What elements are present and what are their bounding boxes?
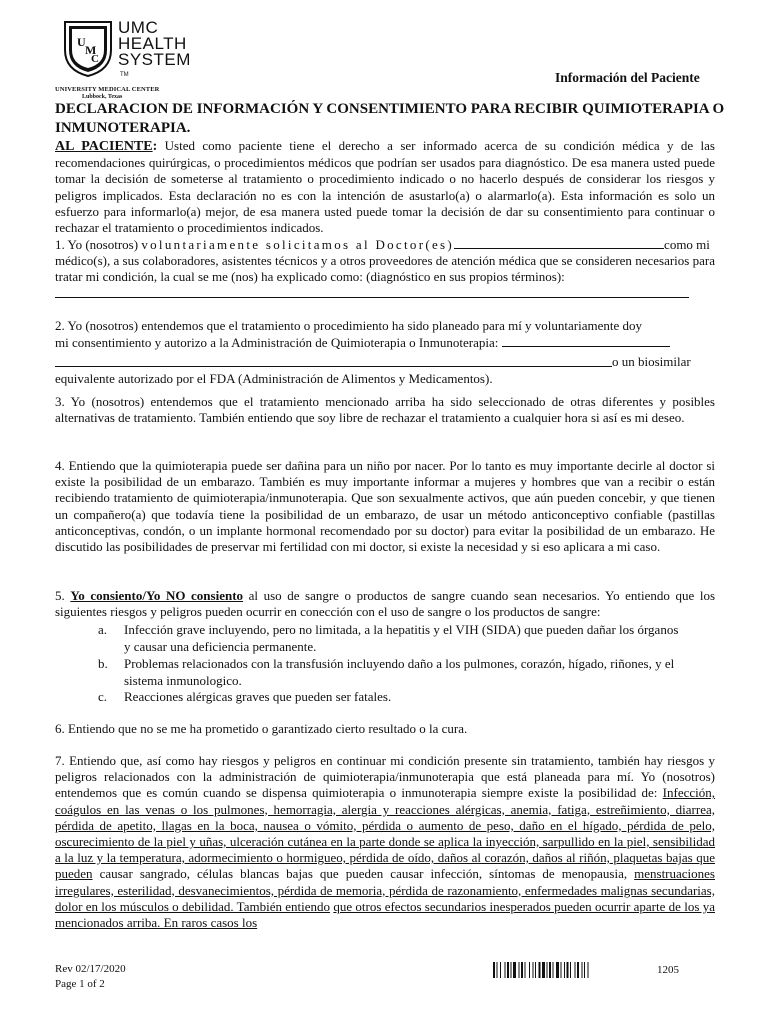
item-5a-text-1: Infección grave incluyendo, pero no limitada, a la hepatitis y el VIH (SIDA) que pueden dañar los órganos (124, 622, 679, 637)
item-5c-label: c. (98, 689, 108, 704)
item-5a-label: a. (98, 622, 108, 637)
trademark: TM (120, 72, 129, 78)
item-1-rest: médico(s), a sus colaboradores, asistentes técnicos y a otros proveedores de atención médica que se consideren necesarios para tratar mi condición, la cual se me (nos) ha explicado como: (diagnóstico en sus propios términos): (55, 253, 715, 285)
item-2-line-1: 2. Yo (nosotros) entendemos que el tratamiento o procedimiento ha sido planeado para mí y voluntariamente doy (55, 318, 643, 333)
item-5b-text-1: Problemas relacionados con la transfusión incluyendo daño a los pulmones, corazón, hígado, riñones, y el (124, 656, 675, 671)
side-effects-list-1: Infección, coágulos en las venas o los pulmones, hemorragia, alergia y reacciones alérgicas, anemia, fatiga, estreñimiento, diarrea, pérdida de apetito, llagas en la boca, nausea o vómito, pérdida o aumento de peso, daño en el hígado, pérdida de pelo, oscurecimiento de la piel y uñas, ulceración cutánea en la parte donde se aplica la inyección, sarpullido en la piel, sensibilidad a la luz y la temperatura, adormecimiento o hormigueo, pérdida de oído, daños al corazón, daños al riñón, plaquetas bajas que pueden (55, 785, 715, 882)
item-6: 6. Entiendo que no se me ha prometido o garantizado cierto resultado o la cura. (55, 721, 468, 736)
item-5b-text-2: sistema inmunologico. (124, 673, 242, 688)
item-2-line-2: mi consentimiento y autorizo a la Administración de Quimioterapia o Inmunoterapia: (55, 335, 499, 351)
doctor-name-field[interactable] (454, 236, 664, 249)
item-7: 7. Entiendo que, así como hay riesgos y peligros en continuar mi condición presente sin tratamiento, también hay riesgos y peligros relacionados con la administración de quimioterapia/inmunoterapia que está planeada para mí. Yo (nosotros) entendemos que es común cuando se dispensa quimioterapia o inmunoterapia siempre existe la posibilidad de: Infección, coágulos en las venas o los pulmones, hemorragia, alergia y reacciones alérgicas, anemia, fatiga, estreñimiento, diarrea, pérdida de apetito, llagas en la boca, nausea o vómito, pérdida o aumento de peso, daño en el hígado, pérdida de pelo, oscurecimiento de la piel y uñas, ulceración cutánea en la parte donde se aplica la inyección, sarpullido en la piel, sensibilidad a la luz y la temperatura, adormecimiento o hormigueo, pérdida de oído, daños al corazón, daños al riñón, plaquetas bajas que pueden causar sangrado, células blancas bajas que pueden causar infección, síntomas de menopausia, menstruaciones irregulares, esterilidad, desvanecimientos, pérdida de memoria, pérdida de razonamiento, enfermedades malignas secundarias, dolor en los músculos o debilidad. También entiendo que otros efectos secundarios inesperados pueden ocurrir aparte de los ya mencionados arriba. En raros casos los (55, 753, 715, 931)
item-2-line-4: equivalente autorizado por el FDA (Administración de Alimentos y Medicamentos). (55, 371, 493, 386)
umc-seal-icon (62, 16, 114, 78)
side-effects-list-3: que otros efectos secundarios inesperados pueden ocurrir aparte de los ya mencionados arriba. En raros casos los (55, 898, 715, 931)
intro-text: Usted como paciente tiene el derecho a ser informado acerca de su condición médica y de las recomendaciones quirúrgicas, o procedimientos médicos que podrían ser usados para diagnóstico. De esa manera usted puede tomar la decisión de someterse al tratamiento o procedimiento indicado o no hacerlo después de considerar los riesgos y peligros implicados. Esta declaración no es con la intención de asustarlo(a) o alarmarlo(a). Esta información es solo un esfuerzo para informarlo(a) mejor, de esa manera usted puede tomar la decisión de dar su consentimiento para continuar o rechazar el tratamiento o procedimientos indicados. (55, 138, 715, 236)
consent-choice[interactable]: Yo consiento/Yo NO consiento (70, 588, 244, 603)
brand-name (118, 20, 191, 68)
intro-label: AL PACIENTE (55, 139, 153, 154)
revision-date: Rev 02/17/2020 (55, 963, 126, 975)
item-1: 1. Yo (nosotros) voluntariamente solicitamos al Doctor(es) como mi médico(s), a sus colaboradores, asistentes técnicos y a otros proveedores de atención médica que se consideren necesarios para tratar mi condición, la cual se me (nos) ha explicado como: (diagnóstico en sus propios términos): (55, 237, 715, 285)
brand-line-3: SYSTEM (118, 50, 191, 69)
barcode-icon (493, 962, 641, 978)
footer-left (55, 962, 126, 992)
item-4: 4. Entiendo que la quimioterapia puede ser dañina para un niño por nacer. Por lo tanto es muy importante decirle al doctor si existe la posibilidad de un embarazo. También es muy importante informar a mujeres y hombres que van a recibir o están recibiendo tratamiento de quimioterapia/inmunoterapia. Que son sexualmente activos, que aún pueden concebir, y que tienen un compañero(a) que todavía tiene la posibilidad de un embarazo, de usar un método anticonceptivo confiable (pastillas anticonceptivas, condón, o un implante hormonal recomendado por su doctor) para evitar la posibilidad de un embarazo. He discutido las posibilidades de preservar mi fertilidad con mi doctor, si existe la necesidad y si eso aplicara a mi caso. (55, 458, 715, 555)
side-effects-list-2: menstruaciones irregulares, esterilidad, desvanecimientos, pérdida de memoria, pérdida de razonamiento, enfermedades malignas secundarias, dolor en los músculos o debilidad. También entiendo (55, 866, 715, 914)
page-number: Page 1 of 2 (55, 978, 105, 990)
item-5c-text: Reacciones alérgicas graves que pueden ser fatales. (124, 689, 392, 704)
diagnosis-field[interactable] (55, 297, 689, 298)
patient-info-title: Información del Paciente (555, 70, 700, 85)
svg-text:M: M (85, 43, 97, 57)
intro-paragraph: AL PACIENTE: Usted como paciente tiene el derecho a ser informado acerca de su condición médica y de las recomendaciones quirúrgicas, o procedimientos médicos que podrían ser usados para diagnóstico. De esa manera usted puede tomar la decisión de someterse al tratamiento o procedimiento indicado o no hacerlo después de considerar los riesgos y peligros implicados. Esta declaración no es con la intención de asustarlo(a) o alarmarlo(a). Esta información es solo un esfuerzo para informarlo(a) mejor, de esa manera usted puede tomar la decisión de dar su consentimiento para continuar o rechazar el tratamiento o procedimientos indicados. (55, 138, 715, 236)
form-number: 1205 (657, 964, 679, 976)
item-3: 3. Yo (nosotros) entendemos que el tratamiento mencionado arriba ha sido seleccionado de otras diferentes y posibles alternativas de tratamiento. También entiendo que soy libre de rechazar el tratamiento a cualquier hora si así es mi deseo. (55, 394, 715, 426)
university-name: UNIVERSITY MEDICAL CENTER (55, 86, 160, 93)
city-name: Lubbock, Texas (82, 94, 123, 100)
svg-text:U: U (77, 35, 86, 49)
medication-field-continued[interactable] (55, 366, 612, 367)
item-2-line-3: o un biosimilar (612, 354, 691, 369)
brand-line-1: UMC (118, 18, 159, 37)
item-2 (55, 318, 715, 351)
item-1-spaced-text: voluntariamente solicitamos al Doctor(es) (141, 237, 455, 252)
item-5b-label: b. (98, 656, 108, 671)
item-5: 5. Yo consiento/Yo NO consiento al uso de sangre o productos de sangre cuando sean necesarios. Yo entiendo que los siguientes riesgos y peligros pueden ocurrir en conección con el uso de sangre o los productos de sangre: (55, 588, 716, 620)
item-5a-text-2: y causar una deficiencia permanente. (124, 639, 317, 654)
document-title: DECLARACION DE INFORMACIÓN Y CONSENTIMIENTO PARA RECIBIR QUIMIOTERAPIA O INMUNOTERAPIA. (55, 101, 725, 136)
brand-line-2: HEALTH (118, 34, 187, 53)
umc-logo (62, 16, 212, 88)
svg-text:C: C (91, 53, 99, 65)
medication-field[interactable] (502, 334, 670, 347)
